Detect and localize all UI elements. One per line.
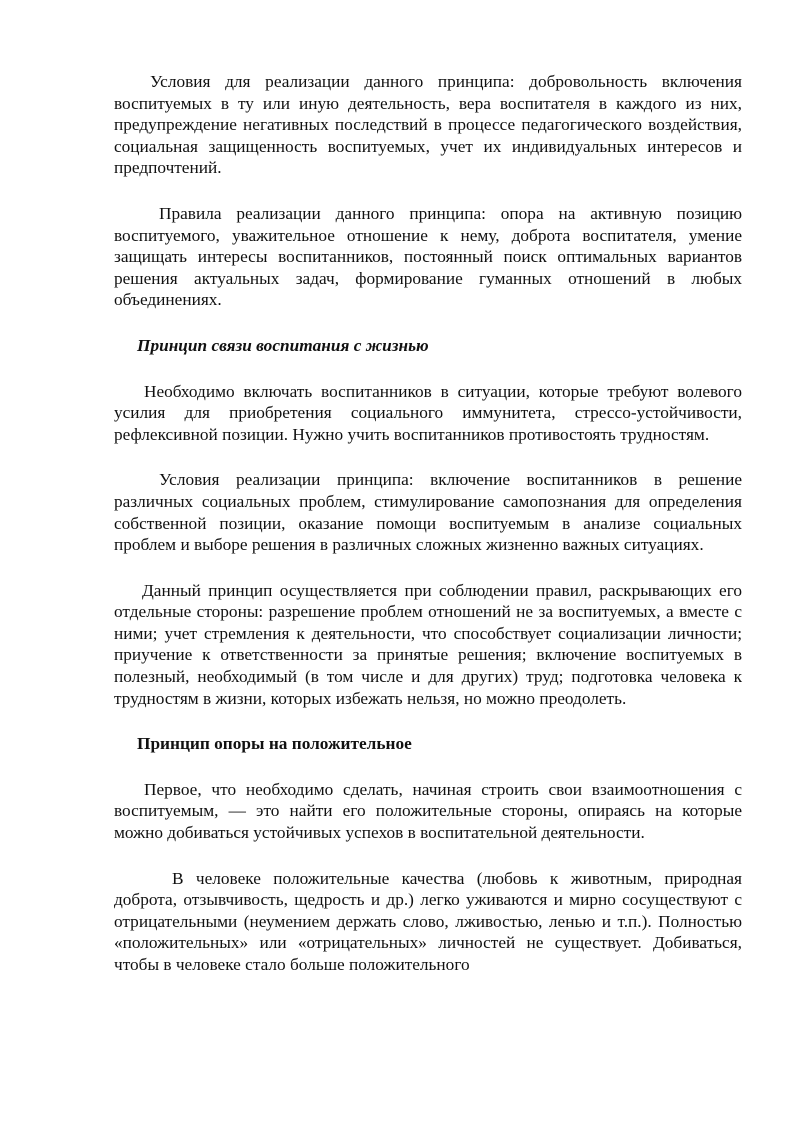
heading-principle-life-connection: Принцип связи воспитания с жизнью [137,335,429,355]
paragraph-rules-of-principle: Правила реализации данного принципа: опора на активную позицию воспитуемого, уважительное отношение к нему, доброта воспитателя, умение защищать интересы воспитанников, постоянный поиск оптимальных вариантов решения актуальных задач, формирование гуманных отношений в любых объединениях. [114,203,742,310]
paragraph-principle-rules: Данный принцип осуществляется при соблюдении правил, раскрывающих его отдельные стороны: разрешение проблем отношений не за воспитуемых, а вместе с ними; учет стремления к деятельности, что способствует социализации личности; приучение к ответственности за принятые решения; включение воспитуемых в полезный, необходимый (в том числе и для других) труд; подготовка человека к трудностям в жизни, которых избежать нельзя, но можно преодолеть. [114,580,742,708]
paragraph-conditions-of-realization: Условия реализации принципа: включение воспитанников в решение различных социальных проблем, стимулирование самопознания для определения собственной позиции, оказание помощи воспитуемым в анализе социальных проблем и выборе решения в различных сложных жизненно важных ситуациях. [114,470,742,555]
paragraph-involve-pupils: Необходимо включать воспитанников в ситуации, которые требуют волевого усилия для приобретения социального иммунитета, стрессо-устойчивости, рефлексивной позиции. Нужно учить воспитанников противостоять трудностям. [114,381,742,444]
heading-principle-positive-support: Принцип опоры на положительное [137,734,412,754]
paragraph-first-step: Первое, что необходимо сделать, начиная строить свои взаимоотношения с воспитуемым, — это найти его положительные стороны, опираясь на которые можно добиваться устойчивых успехов в воспитательной деятельности. [114,779,742,843]
paragraph-positive-qualities: В человеке положительные качества (любовь к животным, природная доброта, отзывчивость, щедрость и др.) легко уживаются и мирно сосуществуют с отрицательными (неумением держать слово, лживостью, ленью и т.п.). Полностью «положительных» или «отрицательных» личностей не существует. Добиваться, чтобы в человеке стало больше положительного [114,868,742,974]
document-page [114,71,742,1000]
paragraph-conditions-of-principle: Условия для реализации данного принципа: добровольность включения воспитуемых в ту или иную деятельность, вера воспитателя в каждого из них, предупреждение негативных последствий в процессе педагогического воздействия, социальная защищенность воспитуемых, учет их индивидуальных интересов и предпочтений. [114,72,742,178]
